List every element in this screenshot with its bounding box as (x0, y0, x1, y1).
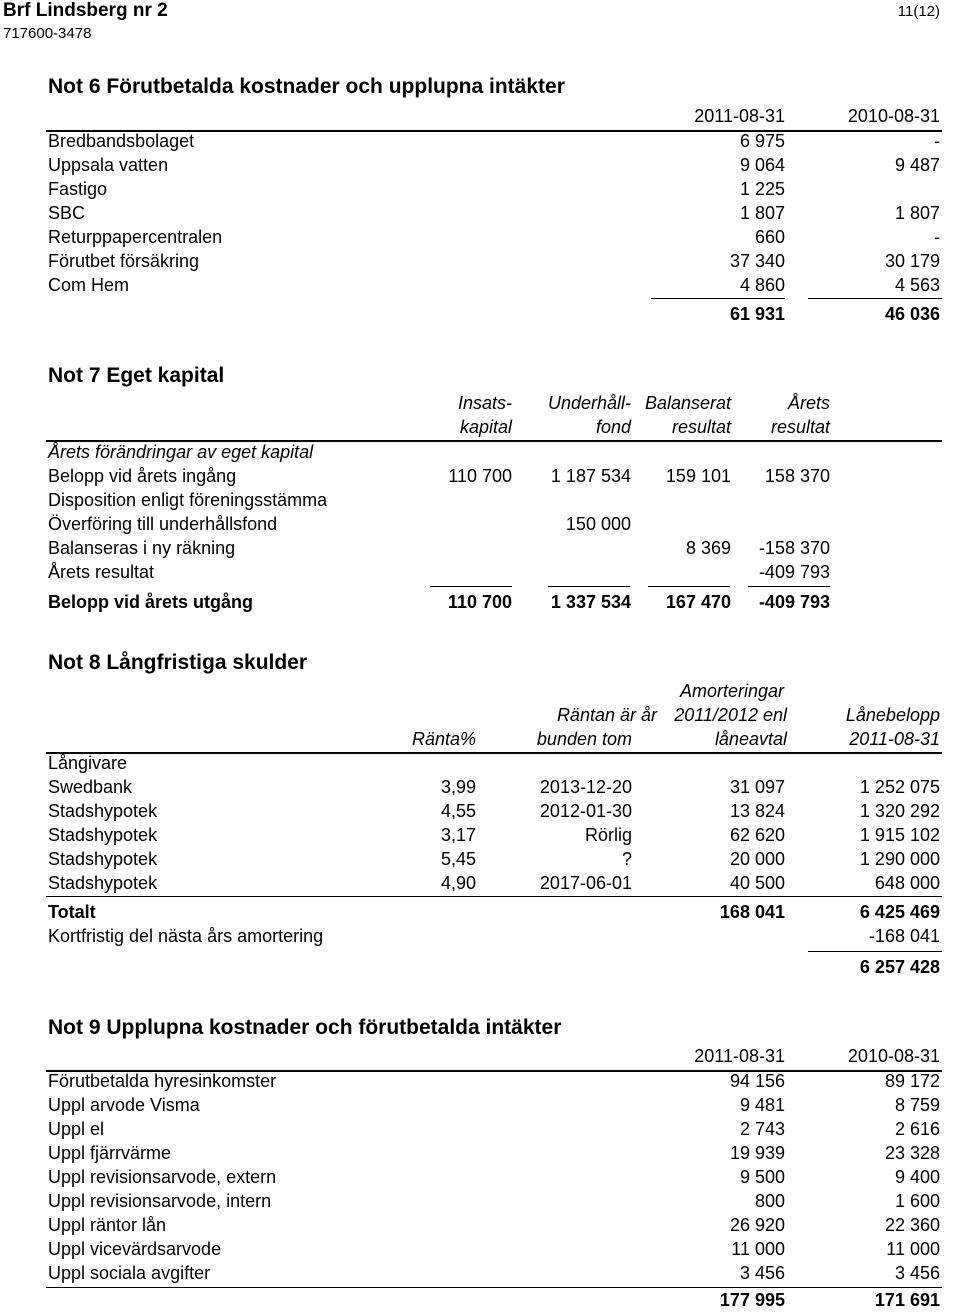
rate: 4,90 (440, 873, 476, 893)
rate: 3,17 (440, 825, 476, 845)
row-value-2010: 2 616 (894, 1119, 940, 1139)
total-underhall: 1 337 534 (550, 592, 631, 612)
row-value-2011: 800 (754, 1191, 785, 1211)
row-label: Uppl räntor lån (48, 1215, 167, 1235)
note6-sum-rule-1 (651, 298, 785, 299)
row-value-2010: 23 328 (884, 1143, 940, 1163)
header-bound-2: bunden tom (536, 729, 632, 749)
header-loan-1: Lånebelopp (845, 705, 940, 725)
row-value-underhall: 150 000 (565, 514, 631, 534)
note6-col1-header: 2011-08-31 (694, 106, 785, 126)
bound-until: 2017-06-01 (539, 873, 632, 893)
row-value-balanserat: 8 369 (685, 538, 731, 558)
header-arets-resultat-2: resultat (770, 417, 830, 437)
total-amortization: 168 041 (719, 902, 785, 922)
row-value-2011: 37 340 (729, 251, 785, 271)
row-value-2010: 9 487 (894, 155, 940, 175)
total-insats: 110 700 (447, 592, 512, 612)
note7-sum-rule-1 (430, 586, 512, 587)
row-label: Fastigo (48, 179, 108, 199)
page-number: 11(12) (897, 3, 940, 20)
row-label: Uppl sociala avgifter (48, 1263, 211, 1283)
total-label: Totalt (48, 902, 96, 922)
note6-total-2010: 46 036 (884, 304, 940, 324)
row-value-2011: 1 807 (739, 203, 785, 223)
row-label: Förutbetalda hyresinkomster (48, 1071, 277, 1091)
row-label: Uppl vicevärdsarvode (48, 1239, 222, 1259)
header-balanserat-1: Balanserat (644, 393, 731, 413)
row-value-2010: 8 759 (894, 1095, 940, 1115)
note9-title: Not 9 Upplupna kostnader och förutbetalda intäkter (48, 1016, 562, 1039)
loan-amount: 1 915 102 (859, 825, 940, 845)
row-value-2010: 22 360 (884, 1215, 940, 1235)
note8-section-label: Långivare (48, 753, 128, 773)
short-term-label: Kortfristig del nästa års amortering (48, 926, 324, 946)
header-amort-3: låneavtal (714, 729, 787, 749)
row-value-2010: 4 563 (894, 275, 940, 295)
row-label: Förutbet försäkring (48, 251, 200, 271)
row-value-2011: 3 456 (739, 1263, 785, 1283)
amortization: 20 000 (729, 849, 785, 869)
note6-total-2011: 61 931 (729, 304, 785, 324)
rate: 3,99 (440, 777, 476, 797)
total-label: Belopp vid årets utgång (48, 592, 254, 612)
amortization: 13 824 (729, 801, 785, 821)
row-value-2011: 19 939 (729, 1143, 785, 1163)
row-value-2010: 3 456 (894, 1263, 940, 1283)
row-value-2010: 9 400 (894, 1167, 940, 1187)
row-value-2011: 9 064 (739, 155, 785, 175)
note9-col1-header: 2011-08-31 (694, 1046, 785, 1066)
row-value-balanserat: 159 101 (665, 466, 731, 486)
loan-amount: 648 000 (874, 873, 940, 893)
lender: Stadshypotek (48, 873, 158, 893)
row-value-insats: 110 700 (448, 466, 512, 486)
rate: 4,55 (440, 801, 476, 821)
header-arets-resultat-1: Årets (787, 393, 830, 413)
note6-col2-header: 2010-08-31 (847, 106, 940, 126)
row-label: Disposition enligt föreningsstämma (48, 490, 328, 510)
loan-amount: 1 290 000 (859, 849, 940, 869)
row-label: Belopp vid årets ingång (48, 466, 237, 486)
total-resultat: -409 793 (758, 592, 830, 612)
lender: Stadshypotek (48, 849, 158, 869)
note7-sum-rule-4 (748, 586, 830, 587)
lender: Stadshypotek (48, 825, 158, 845)
header-insatskapital-2: kapital (459, 417, 512, 437)
row-value-2011: 94 156 (729, 1071, 785, 1091)
row-value-2011: 1 225 (739, 179, 785, 199)
row-value-2011: 9 481 (739, 1095, 785, 1115)
row-label: Uppl revisionsarvode, intern (48, 1191, 272, 1211)
row-value-resultat: -409 793 (758, 562, 830, 582)
amortization: 62 620 (729, 825, 785, 845)
header-amort-2: 2011/2012 enl (674, 705, 787, 725)
row-value-2011: 26 920 (729, 1215, 785, 1235)
header-amort-1: Amorteringar (679, 681, 784, 701)
rate: 5,45 (440, 849, 476, 869)
note9-total-2010: 171 691 (874, 1290, 940, 1310)
row-label: Bredbandsbolaget (48, 131, 195, 151)
row-value-2010: 30 179 (884, 251, 940, 271)
row-value-resultat: -158 370 (758, 538, 830, 558)
note6-sum-rule-2 (808, 298, 942, 299)
row-value-2011: 660 (754, 227, 785, 247)
header-balanserat-2: resultat (671, 417, 731, 437)
header-insatskapital-1: Insats- (457, 393, 512, 413)
note7-title: Not 7 Eget kapital (48, 364, 225, 387)
total-loan-amount: 6 425 469 (859, 902, 940, 922)
note8-title: Not 8 Långfristiga skulder (48, 651, 308, 674)
note9-col2-header: 2010-08-31 (847, 1046, 940, 1066)
bound-until: 2013-12-20 (539, 777, 632, 797)
row-value-2011: 4 860 (739, 275, 785, 295)
note9-total-2011: 177 995 (719, 1290, 785, 1310)
row-value-2010: 11 000 (886, 1239, 940, 1259)
amortization: 40 500 (729, 873, 785, 893)
loan-amount: 1 320 292 (859, 801, 940, 821)
row-value-2010: 1 807 (894, 203, 940, 223)
org-number: 717600-3478 (3, 25, 92, 42)
note8-net-rule (808, 951, 942, 952)
row-value-underhall: 1 187 534 (550, 466, 631, 486)
total-balanserat: 167 470 (665, 592, 731, 612)
loan-amount: 1 252 075 (859, 777, 940, 797)
row-label: Uppl fjärrvärme (48, 1143, 172, 1163)
amortization: 31 097 (729, 777, 785, 797)
note6-title: Not 6 Förutbetalda kostnader och upplupna intäkter (48, 75, 565, 98)
header-rate: Ränta% (411, 729, 476, 749)
row-value-2010: 1 600 (894, 1191, 940, 1211)
row-value-2010: - (934, 131, 940, 151)
row-label: Com Hem (48, 275, 130, 295)
row-label: Uppl arvode Visma (48, 1095, 200, 1115)
header-underhallsfond-1: Underhåll- (547, 393, 631, 413)
row-value-2011: 2 743 (739, 1119, 785, 1139)
short-term-amount: -168 041 (868, 926, 940, 946)
header-loan-2: 2011-08-31 (849, 729, 940, 749)
note7-sum-rule-2 (548, 586, 630, 587)
row-value-2010: - (934, 227, 940, 247)
row-value-2011: 9 500 (739, 1167, 785, 1187)
row-value-2011: 11 000 (731, 1239, 785, 1259)
note7-sum-rule-3 (648, 586, 730, 587)
lender: Stadshypotek (48, 801, 158, 821)
note8-header-rule (46, 752, 942, 754)
row-value-resultat: 158 370 (764, 466, 830, 486)
company-name: Brf Lindsberg nr 2 (3, 0, 168, 21)
row-label: Överföring till underhållsfond (48, 514, 278, 534)
row-label: Returppapercentralen (48, 227, 223, 247)
bound-until: Rörlig (584, 825, 632, 845)
bound-until: 2012-01-30 (539, 801, 632, 821)
note9-sum-rule (46, 1287, 942, 1288)
row-label: Uppl revisionsarvode, extern (48, 1167, 277, 1187)
row-label: Balanseras i ny räkning (48, 538, 236, 558)
header-underhallsfond-2: fond (595, 417, 631, 437)
note8-sum-rule (46, 896, 942, 897)
note8-net-amount: 6 257 428 (859, 957, 940, 977)
row-label: Uppsala vatten (48, 155, 169, 175)
lender: Swedbank (48, 777, 133, 797)
row-value-2011: 6 975 (739, 131, 785, 151)
row-label: Årets resultat (48, 562, 155, 582)
note7-section-label: Årets förändringar av eget kapital (48, 442, 314, 462)
bound-until: ? (621, 849, 632, 869)
row-value-2010: 89 172 (884, 1071, 940, 1091)
header-bound-1: Räntan är år (556, 705, 657, 725)
row-label: Uppl el (48, 1119, 105, 1139)
row-label: SBC (48, 203, 86, 223)
